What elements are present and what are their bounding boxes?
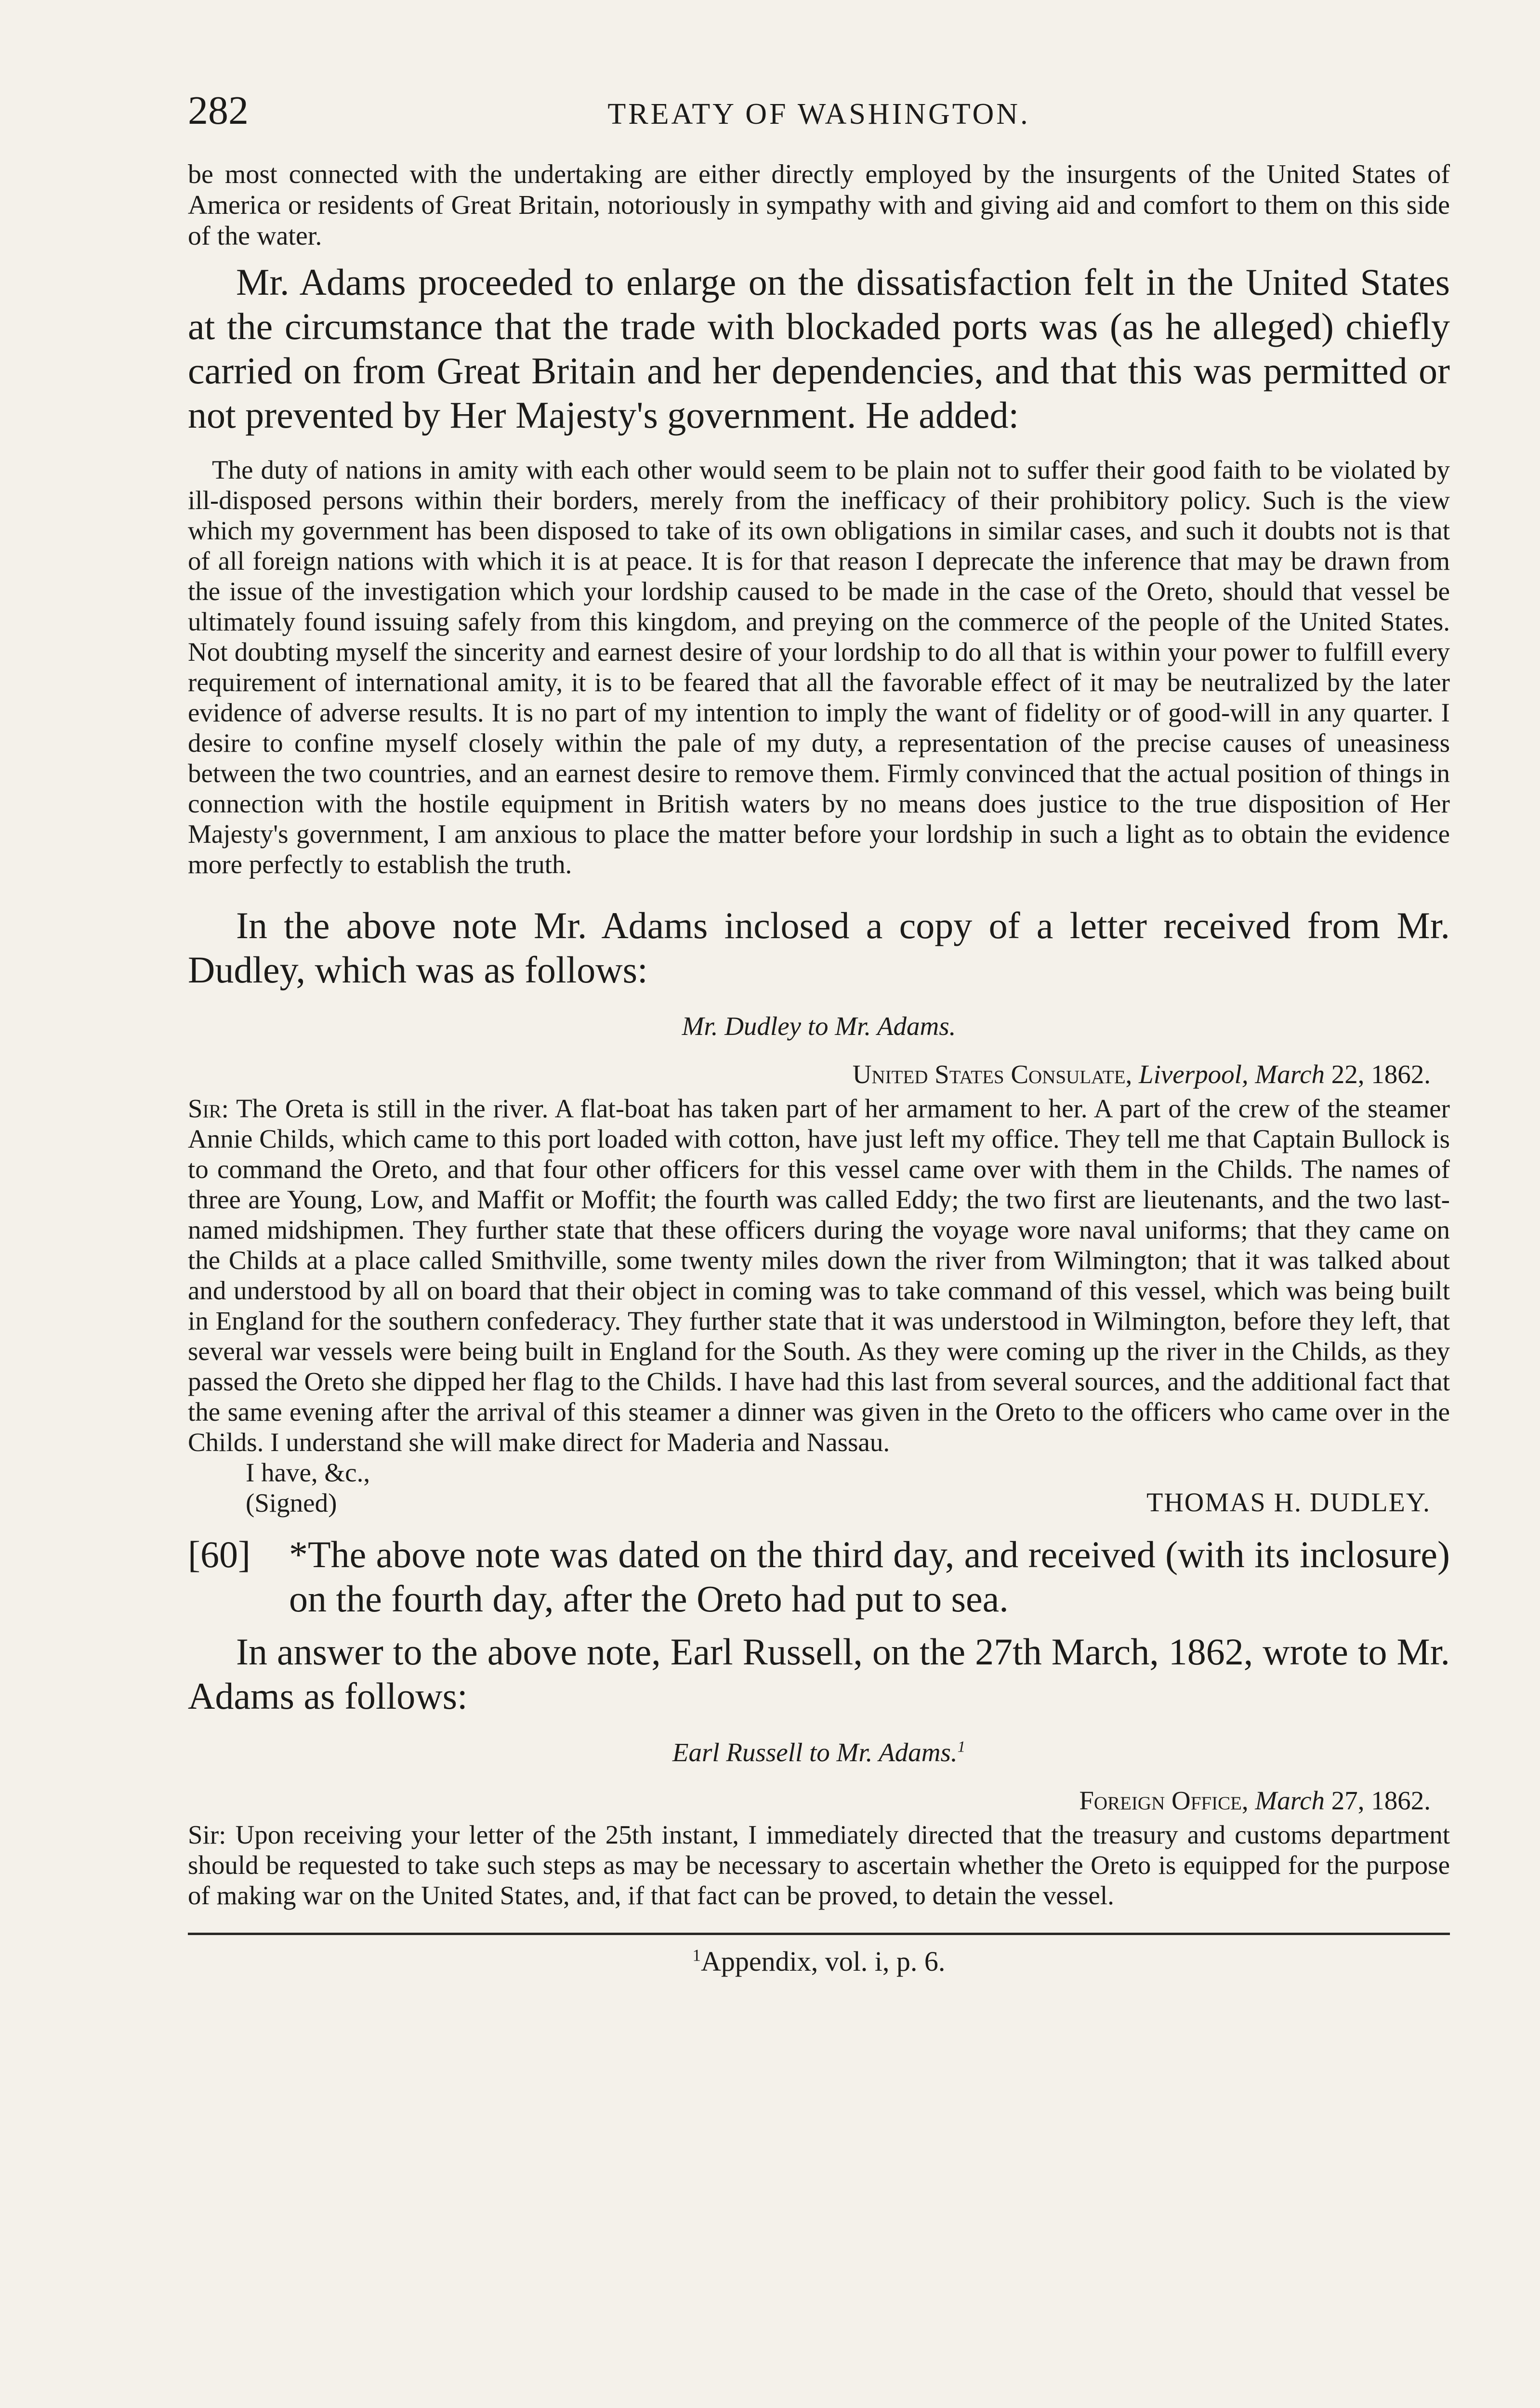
footnote-divider	[188, 1933, 1450, 1935]
adams-quoted-note: The duty of nations in amity with each other would seem to be plain not to suffer their good faith to be violated by ill-disposed persons within their borders, merely from the inefficacy of their prohibitory policy. Such is the view which my government has been disposed to take of its own obligations in similar cases, and such it doubts not is that of all foreign nations with which it is at peace. It is for that reason I deprecate the inference that may be drawn from the issue of the investigation which your lordship caused to be made in the case of the Oreto, should that vessel be ultimately found issuing safely from this kingdom, and preying on the commerce of the people of the United States. Not doubting myself the sincerity and earnest desire of your lordship to do all that is within your power to fulfill every requirement of international amity, it is to be feared that all the favorable effect of it may be neutralized by the later evidence of adverse results. It is no part of my intention to imply the want of fidelity or of good-will in any quarter. I desire to confine myself closely within the pale of my duty, a representation of the precise causes of uneasiness between the two countries, and an earnest desire to remove them. Firmly convinced that the actual position of things in connection with the hostile equipment in British waters by no means does justice to the true disposition of Her Majesty's government, I am anxious to place the matter before your lordship in such a light as to obtain the evidence more perfectly to establish the truth.	[188, 455, 1450, 879]
adams-enlarge-paragraph: Mr. Adams proceeded to enlarge on the dissatisfaction felt in the United States at the circumstance that the trade with blockaded ports was (as he alleged) chiefly carried on from Great Britain and her dependencies, and that this was permitted or not prevented by Her Majesty's government. He added:	[188, 261, 1450, 436]
dateline-date: 27, 1862.	[1331, 1786, 1431, 1815]
page-number: 282	[188, 88, 249, 133]
document-page	[188, 87, 1450, 1978]
footnote-mark: 1	[692, 1946, 701, 1965]
dated-note-paragraph	[188, 1532, 1450, 1621]
letter-salutation: Sir:	[188, 1094, 229, 1123]
dateline-organization: Foreign Office,	[1079, 1786, 1249, 1815]
letter-title-russell	[188, 1736, 1450, 1769]
page-marker: [60]	[188, 1533, 250, 1575]
letter-dateline-dudley	[188, 1058, 1431, 1091]
dateline-month: March	[1255, 1060, 1325, 1089]
footnote-reference: 1	[957, 1738, 966, 1756]
dateline-date: 22, 1862.	[1331, 1060, 1431, 1089]
letter-body-text: The Oreta is still in the river. A flat-boat has taken part of her armament to her. A part of the crew of the steamer Annie Childs, which came to this port loaded with cotton, have just left my office. They tell me that Captain Bullock is to command the Oreto, and that four other officers for this vessel came over with them in the Childs. The names of three are Young, Low, and Maffit or Moffit; the fourth was called Eddy; the two first are lieutenants, and the two last-named midshipmen. They further state that these officers during the voyage wore naval uniforms; that they came on the Childs at a place called Smithville, some twenty miles down the river from Wilmington; that it was talked about and understood by all on board that their object in coming was to take command of this vessel, which was being built in England for the southern confederacy. They further state that it was understood in Wilmington, before they left, that several war vessels were being built in England for the South. As they were coming up the river in the Childs, as they passed the Oreto she dipped her flag to the Childs. I have had this last from several sources, and the additional fact that the same evening after the arrival of this steamer a dinner was given in the Oreto to the officers who came over in the Childs. I understand she will make direct for Maderia and Nassau.	[188, 1094, 1450, 1457]
letter-body-russell	[188, 1819, 1450, 1911]
letter-dateline-russell	[188, 1784, 1431, 1818]
letter-title-text: Earl Russell to Mr. Adams.	[672, 1738, 958, 1767]
footnote	[188, 1945, 1450, 1978]
dateline-month: March	[1255, 1786, 1325, 1815]
letter-signer: THOMAS H. DUDLEY.	[1146, 1488, 1431, 1518]
running-title: TREATY OF WASHINGTON.	[607, 98, 1030, 131]
dateline-place: Liverpool,	[1139, 1060, 1249, 1089]
dateline-organization: United States Consulate,	[852, 1060, 1132, 1089]
letter-body-dudley	[188, 1093, 1450, 1457]
page-header	[188, 87, 1450, 159]
letter-closing: I have, &c.,	[246, 1458, 370, 1487]
continued-paragraph: be most connected with the undertaking are either directly employed by the insurgents of the United States of America or residents of Great Britain, notoriously in sympathy with and giving aid and comfort to them on this side of the water.	[188, 159, 1450, 251]
letter-salutation: Sir:	[188, 1820, 226, 1849]
footnote-text: Appendix, vol. i, p. 6.	[700, 1946, 946, 1977]
letter-closing-dudley	[188, 1457, 1450, 1518]
dudley-intro-paragraph: In the above note Mr. Adams inclosed a copy of a letter received from Mr. Dudley, which was as follows:	[188, 904, 1450, 991]
letter-title-dudley: Mr. Dudley to Mr. Adams.	[682, 1011, 956, 1041]
dated-note-text: *The above note was dated on the third day, and received (with its inclosure) on the fourth day, after the Oreto had put to sea.	[289, 1533, 1450, 1620]
russell-intro-paragraph: In answer to the above note, Earl Russell, on the 27th March, 1862, wrote to Mr. Adams as follows:	[188, 1631, 1450, 1717]
letter-body-text: Upon receiving your letter of the 25th instant, I immediately directed that the treasury and customs department should be requested to take such steps as may be necessary to ascertain whether the Oreto is equipped for the purpose of making war on the United States, and, if that fact can be proved, to detain the vessel.	[188, 1820, 1450, 1910]
letter-signed-label: (Signed)	[246, 1488, 337, 1518]
